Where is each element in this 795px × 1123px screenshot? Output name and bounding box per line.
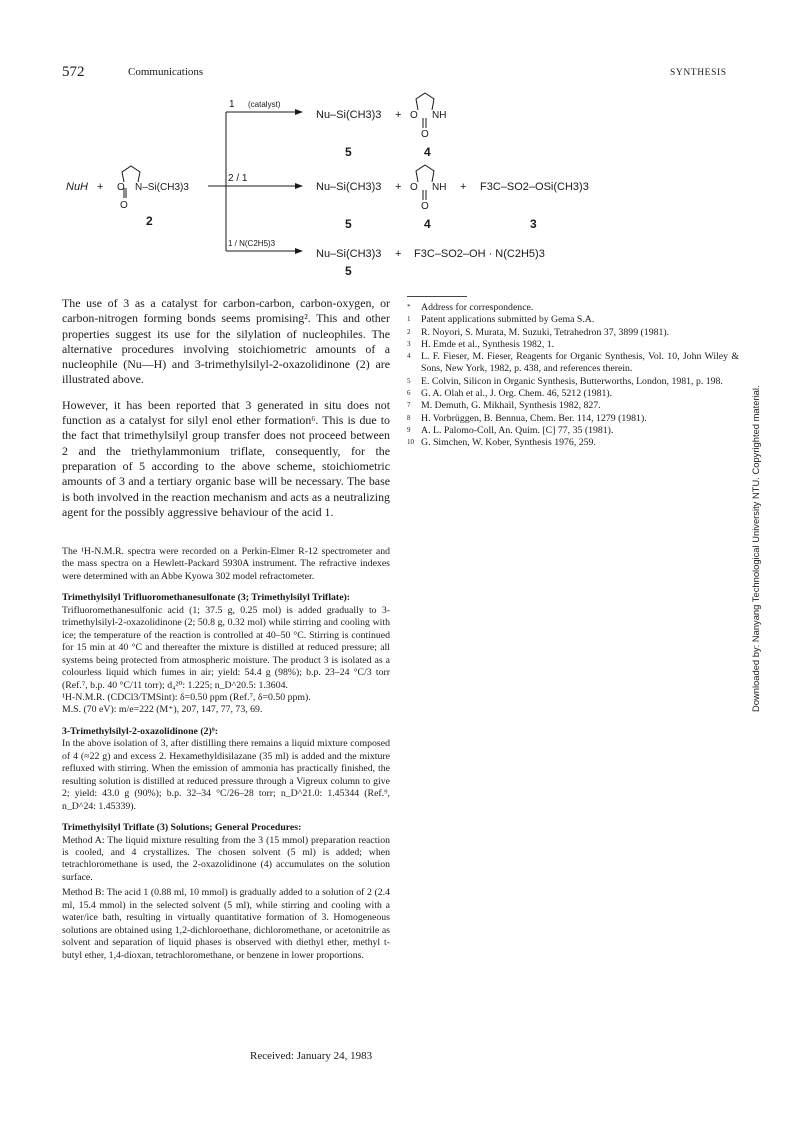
row2-product: Nu–Si(CH3)3 bbox=[316, 181, 382, 193]
procedure-1-title: Trimethylsilyl Trifluoromethanesulfonate (3; Trimethylsilyl Triflate): bbox=[62, 592, 351, 604]
download-watermark-text: Downloaded by: Nanyang Technological University NTU. Copyrighted material. bbox=[750, 385, 761, 712]
row2-third: F3C–SO2–OSi(CH3)3 bbox=[480, 181, 589, 193]
row2-label-product: 5 bbox=[345, 217, 352, 231]
row1-label-byproduct: 4 bbox=[424, 145, 431, 159]
reference-item: 5 E. Colvin, Silicon in Organic Synthesis, Butterworths, London, 1981, p. 198. bbox=[407, 375, 723, 387]
reactant-label: 2 bbox=[146, 214, 153, 228]
row2-plus2: + bbox=[460, 181, 467, 193]
reference-item: 7 M. Demuth, G. Mikhail, Synthesis 1982, 827. bbox=[407, 400, 601, 412]
body-text bbox=[62, 296, 390, 520]
body-paragraph-1: The use of 3 as a catalyst for carbon-carbon, carbon-oxygen, or carbon-nitrogen forming bonds seems promising². This and other properties suggest its use for the silylation of nucleophiles. The alternative procedures involving stoichiometric amounts of a nucleophile (Nu—H) and 3-trimethylsilyl-2-oxazolidinone (2) are illustrated above. bbox=[62, 296, 390, 387]
references-list bbox=[407, 302, 739, 450]
arrow-label-top-num: 1 bbox=[229, 99, 235, 110]
row1-product: Nu–Si(CH3)3 bbox=[316, 109, 382, 121]
received-date: Received: January 24, 1983 bbox=[250, 1050, 373, 1062]
reactant-nucleophile: NuH bbox=[66, 181, 89, 193]
row2-plus1: + bbox=[395, 181, 402, 193]
footnote-divider bbox=[407, 296, 467, 297]
row2-label-byproduct: 4 bbox=[424, 217, 431, 231]
body-paragraph-2: However, it has been reported that 3 generated in situ does not function as a catalyst for silyl enol ether formation⁶. This is due to the fact that trimethylsilyl group transfer does not proceed between 2 and the triethylammonium triflate, consequently, for the preparation of 5 according to the above scheme, stoichiometric amounts of 3 and a tertiary organic base will be necessary. The base is both involved in the reaction mechanism and acts as a neutralizing agent for the possibly aggressive behaviour of the acid 1. bbox=[62, 397, 390, 519]
arrow-label-top-text: (catalyst) bbox=[248, 100, 281, 109]
reaction-scheme bbox=[0, 0, 795, 290]
row1-carbonyl-oxygen: O bbox=[421, 129, 429, 140]
page-number: 572 bbox=[62, 64, 85, 80]
procedure-1-ms: M.S. (70 eV): m/e=222 (M⁺), 207, 147, 77, 73, 69. bbox=[62, 704, 263, 716]
reactant-plus: + bbox=[97, 181, 104, 193]
reference-item: * Address for correspondence. bbox=[407, 302, 534, 313]
row3-product: Nu–Si(CH3)3 bbox=[316, 248, 382, 260]
method-b-text: Method B: The acid 1 (0.88 ml, 10 mmol) is gradually added to a solution of 2 (2.4 ml, 15.4 mmol) in the selected solvent (5 ml), while stirring and cooling with a water/ice bath, resulting in virtually quantitative formation of 3. Homogeneous solutions are obtained using 1,2-dichloroethane, dichloromethane, or acetonitrile as solvent and separation of liquid phases is observed with diethyl ether, methyl t-butyl ether, 1,4-dioxan, tetrachloromethane, or benzene in lower proportions. bbox=[62, 887, 390, 961]
reference-item: 1 Patent applications submitted by Gema S.A. bbox=[407, 314, 595, 326]
reference-item: 6 G. A. Olah et al., J. Org. Chem. 46, 5212 (1981). bbox=[407, 388, 613, 400]
procedure-2-title: 3-Trimethylsilyl-2-oxazolidinone (2)⁹: bbox=[62, 725, 218, 737]
row1-plus: + bbox=[395, 109, 402, 121]
row2-ring-oxygen: O bbox=[410, 182, 418, 193]
section-title: Communications bbox=[128, 66, 204, 78]
reference-item: 2 R. Noyori, S. Murata, M. Suzuki, Tetrahedron 37, 3899 (1981). bbox=[407, 326, 670, 338]
row2-carbonyl-oxygen: O bbox=[421, 201, 429, 212]
experimental-section bbox=[62, 546, 390, 962]
reference-item: 9 A. L. Palomo-Coll, An. Quim. [C] 77, 35 (1981). bbox=[407, 424, 614, 436]
arrow-label-mid: 2 / 1 bbox=[228, 173, 248, 184]
reference-item: 10 G. Simchen, W. Kober, Synthesis 1976, 259. bbox=[407, 437, 596, 449]
row2-label-third: 3 bbox=[530, 217, 537, 231]
procedure-1-text: Trifluoromethanesulfonic acid (1; 37.5 g, 0.25 mol) is added gradually to 3-trimethylsilyl-2-oxazolidinone (2; 50.8 g, 0.32 mol) while stirring and cooling with ice; the temperature of the reaction is controlled at 40–50 °C. Stirring is continued for 15 min at 40 °C and thereafter the mixture is distilled at reduced pressure; all systems being protected from atmospheric moisture. The product 3 is isolated as a colourless liquid which fumes in air; yield: 54.4 g (98%); b.p. 23–24 °C/3 torr (Ref.⁷, b.p. 40 °C/11 torr); d₄²⁰: 1.225; n_D^20.5: 1.3604. bbox=[62, 604, 390, 691]
row3-label-product: 5 bbox=[345, 264, 352, 278]
reference-item: 4 L. F. Fieser, M. Fieser, Reagents for Organic Synthesis, Vol. 10, John Wiley & Sons, New York, 1982, p. 438, and references therein. bbox=[407, 351, 739, 375]
row1-ring-oxygen: O bbox=[410, 110, 418, 121]
carbonyl-oxygen: O bbox=[120, 200, 128, 211]
row1-label-product: 5 bbox=[345, 145, 352, 159]
reference-item: 3 H. Emde et al., Synthesis 1982, 1. bbox=[407, 338, 555, 350]
row3-plus: + bbox=[395, 248, 402, 260]
row2-byproduct: NH bbox=[432, 182, 447, 193]
row3-salt: F3C–SO2–OH · N(C2H5)3 bbox=[414, 248, 545, 260]
arrow-label-bottom: 1 / N(C2H5)3 bbox=[228, 239, 276, 248]
experimental-intro: The ¹H-N.M.R. spectra were recorded on a Perkin-Elmer R-12 spectrometer and the mass spectra on a Hewlett-Packard 5930A instrument. The refractive indexes were determined with an Abbe Kyowa 302 model refractometer. bbox=[62, 546, 390, 582]
reactant-group: N–Si(CH3)3 bbox=[135, 182, 189, 193]
journal-name: SYNTHESIS bbox=[670, 68, 727, 78]
ring-oxygen: O bbox=[117, 182, 125, 193]
procedure-2-text: In the above isolation of 3, after distilling there remains a liquid mixture composed of 4 (≈22 g) and excess 2. Hexamethyldisilazane (35 ml) is added and the mixture refluxed with stirring. When the emission of ammonia has practically finished, the resulting solution is distilled at reduced pressure through a Vigreux column to give 2; yield: 43.0 g (90%); b.p. 32–34 °C/26–28 torr; n_D^21.0: 1.45344 (Ref.⁹, n_D^24: 1.45339). bbox=[62, 738, 390, 812]
method-a-text: Method A: The liquid mixture resulting from the 3 (15 mmol) preparation reaction is cooled, and 4 crystallizes. The chosen solvent (5 ml) is added; when tetrachloromethane is used, the 2-oxazolidinone (4) accumulates on the solution surface. bbox=[62, 834, 390, 883]
reference-item: 8 H. Vorbrüggen, B. Bennua, Chem. Ber. 114, 1279 (1981). bbox=[407, 412, 647, 424]
procedure-3-title: Trimethylsilyl Triflate (3) Solutions; General Procedures: bbox=[62, 822, 302, 834]
row1-byproduct: NH bbox=[432, 110, 447, 121]
procedure-1-nmr: ¹H-N.M.R. (CDCl3/TMSint): δ=0.50 ppm (Ref.⁷, δ=0.50 ppm). bbox=[62, 691, 311, 703]
